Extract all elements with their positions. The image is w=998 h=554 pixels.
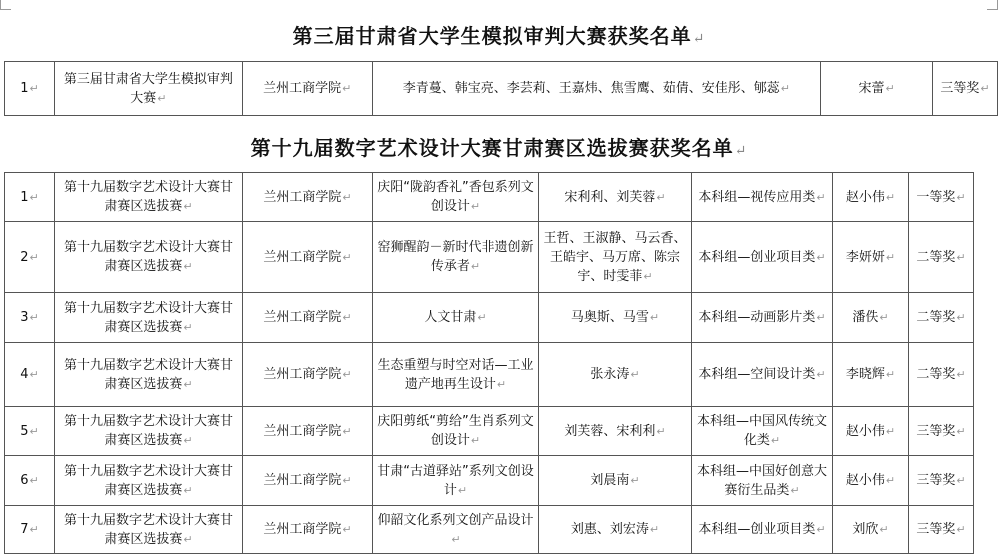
- cell-no: 7↵: [5, 506, 55, 554]
- table-row: [5, 407, 974, 456]
- cell-category: 本科组—视传应用类↵: [692, 173, 833, 222]
- cell-award: 三等奖↵: [909, 506, 974, 554]
- cell-school: 兰州工商学院↵: [243, 343, 373, 407]
- cell-competition: 第十九届数字艺术设计大赛甘肃赛区选拔赛↵: [55, 456, 243, 506]
- cell-category: 本科组—创业项目类↵: [692, 506, 833, 554]
- cell-competition: 第十九届数字艺术设计大赛甘肃赛区选拔赛↵: [55, 222, 243, 293]
- cell-no: 1↵: [5, 173, 55, 222]
- section2-title: [0, 132, 998, 161]
- table-row: [5, 506, 974, 554]
- cell-award: 二等奖↵: [909, 222, 974, 293]
- cell-members: 刘芙蓉、宋利利↵: [539, 407, 692, 456]
- cell-school: 兰州工商学院↵: [242, 62, 372, 116]
- award-table-moot-court: [4, 61, 998, 116]
- cell-category: 本科组—动画影片类↵: [692, 293, 833, 343]
- cell-school: 兰州工商学院↵: [243, 407, 373, 456]
- cell-members: 马奥斯、马雪↵: [539, 293, 692, 343]
- cell-advisor: 赵小伟↵: [833, 456, 909, 506]
- cell-school: 兰州工商学院↵: [243, 456, 373, 506]
- cell-advisor: 赵小伟↵: [833, 173, 909, 222]
- cell-school: 兰州工商学院↵: [243, 293, 373, 343]
- cell-members: 刘惠、刘宏涛↵: [539, 506, 692, 554]
- table-row: [5, 173, 974, 222]
- section2-title-text: 第十九届数字艺术设计大赛甘肃赛区选拔赛获奖名单: [250, 136, 734, 160]
- cell-work: 甘肃“古道驿站”系列文创设计↵: [373, 456, 539, 506]
- cell-competition: 第十九届数字艺术设计大赛甘肃赛区选拔赛↵: [55, 407, 243, 456]
- cell-award: 三等奖↵: [933, 62, 998, 116]
- award-table-digital-art: [4, 172, 974, 554]
- page-corner-mark-left: [0, 0, 11, 10]
- cell-competition: 第十九届数字艺术设计大赛甘肃赛区选拔赛↵: [55, 293, 243, 343]
- cell-members: 李青蔓、韩宝亮、李芸莉、王嘉炜、焦雪鹰、茹倩、安佳彤、郇蕊↵: [372, 62, 821, 116]
- table-row: [5, 343, 974, 407]
- table-row: [5, 293, 974, 343]
- cell-advisor: 潘佚↵: [833, 293, 909, 343]
- cell-advisor: 赵小伟↵: [833, 407, 909, 456]
- cell-award: 三等奖↵: [909, 456, 974, 506]
- cell-category: 本科组—中国好创意大赛衍生品类↵: [692, 456, 833, 506]
- cell-competition: 第十九届数字艺术设计大赛甘肃赛区选拔赛↵: [55, 506, 243, 554]
- cell-work: 人文甘肃↵: [373, 293, 539, 343]
- cell-advisor: 李晓辉↵: [833, 343, 909, 407]
- section1-title-text: 第三届甘肃省大学生模拟审判大赛获奖名单: [292, 24, 692, 48]
- cell-competition: 第三届甘肃省大学生模拟审判大赛↵: [54, 62, 242, 116]
- cell-members: 张永涛↵: [539, 343, 692, 407]
- cell-no: 6↵: [5, 456, 55, 506]
- paragraph-mark-icon: ↵: [734, 143, 748, 159]
- cell-no: 3↵: [5, 293, 55, 343]
- cell-award: 三等奖↵: [909, 407, 974, 456]
- cell-work: 庆阳“陇韵香礼”香包系列文创设计↵: [373, 173, 539, 222]
- cell-advisor: 刘欣↵: [833, 506, 909, 554]
- cell-school: 兰州工商学院↵: [243, 222, 373, 293]
- page-corner-mark-right: [987, 0, 998, 10]
- cell-members: 王哲、王淑静、马云香、王皓宇、马万席、陈宗宇、时雯菲↵: [539, 222, 692, 293]
- cell-work: 窑狮醒韵－新时代非遗创新传承者↵: [373, 222, 539, 293]
- cell-no: 5↵: [5, 407, 55, 456]
- cell-members: 刘晨南↵: [539, 456, 692, 506]
- cell-competition: 第十九届数字艺术设计大赛甘肃赛区选拔赛↵: [55, 343, 243, 407]
- paragraph-mark-icon: ↵: [692, 31, 706, 47]
- cell-work: 仰韶文化系列文创产品设计↵: [373, 506, 539, 554]
- cell-award: 二等奖↵: [909, 343, 974, 407]
- cell-category: 本科组—空间设计类↵: [692, 343, 833, 407]
- cell-competition: 第十九届数字艺术设计大赛甘肃赛区选拔赛↵: [55, 173, 243, 222]
- cell-no: 2↵: [5, 222, 55, 293]
- cell-category: 本科组—创业项目类↵: [692, 222, 833, 293]
- cell-school: 兰州工商学院↵: [243, 506, 373, 554]
- cell-school: 兰州工商学院↵: [243, 173, 373, 222]
- table-row: [5, 456, 974, 506]
- cell-work: 生态重塑与时空对话—工业遗产地再生设计↵: [373, 343, 539, 407]
- cell-advisor: 宋蕾↵: [821, 62, 933, 116]
- cell-advisor: 李妍妍↵: [833, 222, 909, 293]
- cell-award: 二等奖↵: [909, 293, 974, 343]
- cell-no: 4↵: [5, 343, 55, 407]
- cell-members: 宋利利、刘芙蓉↵: [539, 173, 692, 222]
- section1-title: [0, 20, 998, 49]
- cell-award: 一等奖↵: [909, 173, 974, 222]
- table-row: [5, 222, 974, 293]
- table-row: [5, 62, 998, 116]
- cell-category: 本科组—中国风传统文化类↵: [692, 407, 833, 456]
- cell-work: 庆阳剪纸“剪给”生肖系列文创设计↵: [373, 407, 539, 456]
- cell-no: 1↵: [5, 62, 55, 116]
